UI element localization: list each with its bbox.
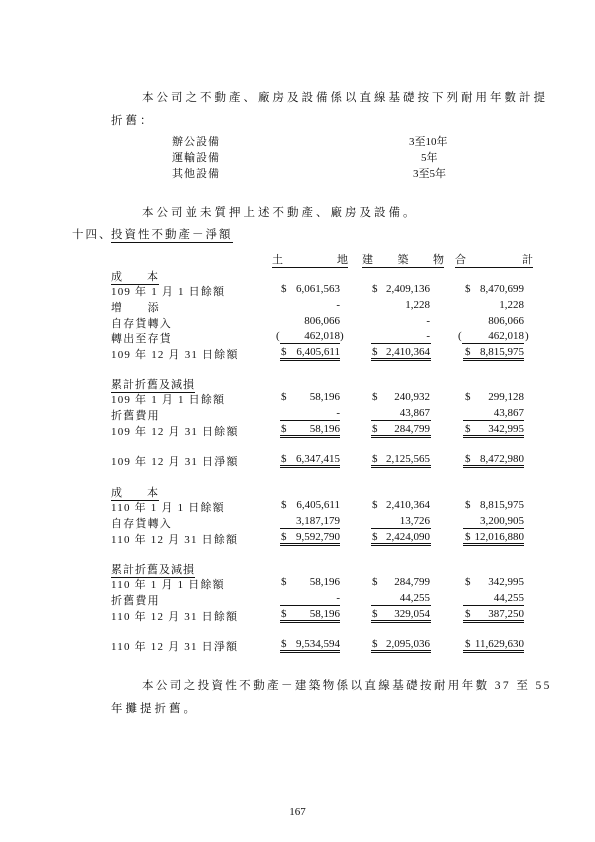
currency-symbol: $ bbox=[281, 283, 287, 295]
land-value: 806,066 bbox=[304, 315, 340, 327]
currency-symbol: $ bbox=[281, 576, 287, 588]
cost-109-heading: 成 本 bbox=[111, 268, 159, 285]
building-value: 284,799 bbox=[394, 576, 430, 588]
building-value: - bbox=[426, 315, 430, 327]
double-rule bbox=[371, 620, 431, 623]
currency-symbol: $ bbox=[281, 608, 287, 620]
currency-symbol: $ bbox=[465, 346, 471, 358]
building-value: 240,932 bbox=[394, 391, 430, 403]
asset-name-1: 運輸設備 bbox=[172, 152, 220, 164]
rule bbox=[463, 605, 524, 606]
rule bbox=[371, 343, 431, 344]
currency-symbol: $ bbox=[281, 453, 287, 465]
land-value: 3,187,179 bbox=[296, 515, 340, 527]
double-rule bbox=[463, 358, 524, 361]
land-value: 6,405,611 bbox=[296, 346, 340, 358]
col-header-land-char-2: 地 bbox=[337, 254, 348, 266]
table-row bbox=[0, 299, 595, 314]
table-row bbox=[0, 391, 595, 406]
col-header-land-char-1: 土 bbox=[272, 254, 283, 266]
land-value: - bbox=[336, 407, 340, 419]
intro-line-2: 折舊： bbox=[111, 115, 155, 127]
col-header-building-char-2: 築 bbox=[397, 254, 409, 266]
currency-symbol: $ bbox=[372, 608, 378, 620]
table-row bbox=[0, 499, 595, 514]
row-label: 110 年 12 月 31 日淨額 bbox=[111, 641, 239, 653]
total-value: 806,066 bbox=[488, 315, 524, 327]
land-value: 6,347,415 bbox=[296, 453, 340, 465]
currency-symbol: $ bbox=[372, 283, 378, 295]
building-value: 43,867 bbox=[399, 407, 430, 419]
pledge-statement: 本公司並未質押上述不動產、廠房及設備。 bbox=[142, 207, 418, 219]
currency-symbol: $ bbox=[372, 638, 378, 650]
total-value: 1,228 bbox=[499, 299, 524, 311]
close-paren: ) bbox=[525, 330, 529, 342]
double-rule bbox=[463, 620, 524, 623]
building-value: 2,125,565 bbox=[386, 453, 430, 465]
currency-symbol: $ bbox=[465, 608, 471, 620]
col-header-building-char-1: 建 bbox=[362, 254, 373, 266]
total-value: 43,867 bbox=[493, 407, 524, 419]
rule bbox=[280, 420, 340, 421]
cost-110-heading: 成 本 bbox=[111, 484, 159, 501]
land-value: 58,196 bbox=[309, 423, 340, 435]
building-value: 2,424,090 bbox=[386, 531, 430, 543]
land-value: 9,592,790 bbox=[296, 531, 340, 543]
building-value: 2,409,136 bbox=[386, 283, 430, 295]
currency-symbol: $ bbox=[372, 576, 378, 588]
currency-symbol: $ bbox=[281, 346, 287, 358]
total-value: 11,629,630 bbox=[474, 638, 524, 650]
currency-symbol: $ bbox=[465, 283, 471, 295]
total-value: 8,470,699 bbox=[480, 283, 524, 295]
double-rule bbox=[463, 435, 524, 438]
col-header-total bbox=[455, 251, 533, 268]
building-value: 44,255 bbox=[399, 592, 430, 604]
double-rule bbox=[463, 543, 524, 546]
currency-symbol: $ bbox=[465, 499, 471, 511]
land-value: 462,018 bbox=[304, 330, 340, 342]
land-value: 58,196 bbox=[309, 576, 340, 588]
currency-symbol: $ bbox=[465, 423, 471, 435]
building-value: 284,799 bbox=[394, 423, 430, 435]
intro-line-1: 本公司之不動產、廠房及設備係以直線基礎按下列耐用年數計提 bbox=[142, 92, 548, 104]
double-rule bbox=[463, 465, 524, 468]
currency-symbol: $ bbox=[465, 638, 471, 650]
currency-symbol: $ bbox=[372, 531, 378, 543]
row-label: 折舊費用 bbox=[111, 410, 160, 422]
table-row bbox=[0, 283, 595, 298]
building-value: - bbox=[426, 330, 430, 342]
land-value: 58,196 bbox=[309, 608, 340, 620]
double-rule bbox=[371, 435, 431, 438]
double-rule bbox=[280, 358, 340, 361]
footer-line-2: 年攤提折舊。 bbox=[111, 703, 198, 715]
currency-symbol: $ bbox=[372, 346, 378, 358]
row-label: 110 年 12 月 31 日餘額 bbox=[111, 534, 239, 546]
row-label: 109 年 12 月 31 日餘額 bbox=[111, 426, 239, 438]
total-value: 462,018 bbox=[488, 330, 524, 342]
asset-life-0: 3至10年 bbox=[409, 136, 448, 148]
currency-symbol: $ bbox=[281, 531, 287, 543]
dep-109-heading: 累計折舊及減損 bbox=[111, 376, 195, 393]
double-rule bbox=[280, 465, 340, 468]
building-value: 1,228 bbox=[405, 299, 430, 311]
total-value: 342,995 bbox=[488, 423, 524, 435]
double-rule bbox=[280, 543, 340, 546]
total-value: 12,016,880 bbox=[474, 531, 524, 543]
currency-symbol: $ bbox=[281, 638, 287, 650]
currency-symbol: $ bbox=[465, 576, 471, 588]
col-header-land bbox=[272, 251, 348, 268]
building-value: 2,410,364 bbox=[386, 346, 430, 358]
total-value: 8,472,980 bbox=[480, 453, 524, 465]
col-header-building-char-3: 物 bbox=[433, 254, 444, 266]
row-label: 109 年 1 月 1 日餘額 bbox=[111, 394, 226, 406]
asset-life-1: 5年 bbox=[421, 152, 438, 164]
currency-symbol: $ bbox=[372, 391, 378, 403]
currency-symbol: $ bbox=[281, 499, 287, 511]
double-rule bbox=[371, 358, 431, 361]
row-label: 增 添 bbox=[111, 302, 160, 314]
row-label: 自存貨轉入 bbox=[111, 318, 172, 330]
currency-symbol: $ bbox=[372, 423, 378, 435]
row-label: 110 年 12 月 31 日餘額 bbox=[111, 611, 239, 623]
table-row bbox=[0, 576, 595, 591]
close-paren: ) bbox=[340, 330, 344, 342]
dep-110-heading: 累計折舊及減損 bbox=[111, 561, 195, 578]
currency-symbol: $ bbox=[465, 453, 471, 465]
section-title: 投資性不動產－淨額 bbox=[111, 226, 233, 243]
building-value: 329,054 bbox=[394, 608, 430, 620]
rule bbox=[280, 605, 340, 606]
section-number: 十四、 bbox=[72, 229, 113, 241]
currency-symbol: $ bbox=[465, 391, 471, 403]
asset-name-0: 辦公設備 bbox=[172, 136, 220, 148]
double-rule bbox=[280, 435, 340, 438]
rule bbox=[371, 605, 431, 606]
open-paren: ( bbox=[276, 330, 280, 342]
land-value: 6,405,611 bbox=[296, 499, 340, 511]
double-rule bbox=[280, 650, 340, 653]
row-label: 折舊費用 bbox=[111, 595, 160, 607]
row-label: 110 年 1 月 1 日餘額 bbox=[111, 502, 225, 514]
currency-symbol: $ bbox=[281, 423, 287, 435]
rule bbox=[463, 420, 524, 421]
asset-name-2: 其他設備 bbox=[172, 168, 220, 180]
table-row bbox=[0, 315, 595, 330]
land-value: - bbox=[336, 299, 340, 311]
land-value: - bbox=[336, 592, 340, 604]
double-rule bbox=[371, 650, 431, 653]
total-value: 3,200,905 bbox=[480, 515, 524, 527]
land-value: 9,534,594 bbox=[296, 638, 340, 650]
currency-symbol: $ bbox=[372, 499, 378, 511]
rule bbox=[371, 528, 431, 529]
row-label: 109 年 1 月 1 日餘額 bbox=[111, 286, 226, 298]
row-label: 自存貨轉入 bbox=[111, 518, 172, 530]
land-value: 6,061,563 bbox=[296, 283, 340, 295]
open-paren: ( bbox=[458, 330, 462, 342]
double-rule bbox=[371, 465, 431, 468]
currency-symbol: $ bbox=[465, 531, 471, 543]
col-header-total-char-2: 計 bbox=[522, 254, 533, 266]
col-header-total-char-1: 合 bbox=[455, 254, 466, 266]
total-value: 342,995 bbox=[488, 576, 524, 588]
page-number: 167 bbox=[289, 806, 306, 818]
total-value: 387,250 bbox=[488, 608, 524, 620]
double-rule bbox=[371, 543, 431, 546]
land-value: 58,196 bbox=[309, 391, 340, 403]
rule bbox=[280, 528, 340, 529]
rule bbox=[462, 343, 524, 344]
building-value: 2,095,036 bbox=[386, 638, 430, 650]
rule bbox=[463, 528, 524, 529]
row-label: 轉出至存貨 bbox=[111, 333, 172, 345]
building-value: 13,726 bbox=[399, 515, 430, 527]
col-header-building bbox=[362, 251, 444, 268]
total-value: 299,128 bbox=[488, 391, 524, 403]
row-label: 109 年 12 月 31 日淨額 bbox=[111, 456, 239, 468]
total-value: 44,255 bbox=[493, 592, 524, 604]
currency-symbol: $ bbox=[281, 391, 287, 403]
currency-symbol: $ bbox=[372, 453, 378, 465]
double-rule bbox=[280, 620, 340, 623]
double-rule bbox=[463, 650, 524, 653]
row-label: 109 年 12 月 31 日餘額 bbox=[111, 349, 239, 361]
rule bbox=[280, 343, 340, 344]
total-value: 8,815,975 bbox=[480, 499, 524, 511]
total-value: 8,815,975 bbox=[480, 346, 524, 358]
row-label: 110 年 1 月 1 日餘額 bbox=[111, 579, 225, 591]
rule bbox=[371, 420, 431, 421]
building-value: 2,410,364 bbox=[386, 499, 430, 511]
footer-line-1: 本公司之投資性不動產－建築物係以直線基礎按耐用年數 37 至 55 bbox=[142, 680, 552, 692]
asset-life-2: 3至5年 bbox=[413, 168, 446, 180]
